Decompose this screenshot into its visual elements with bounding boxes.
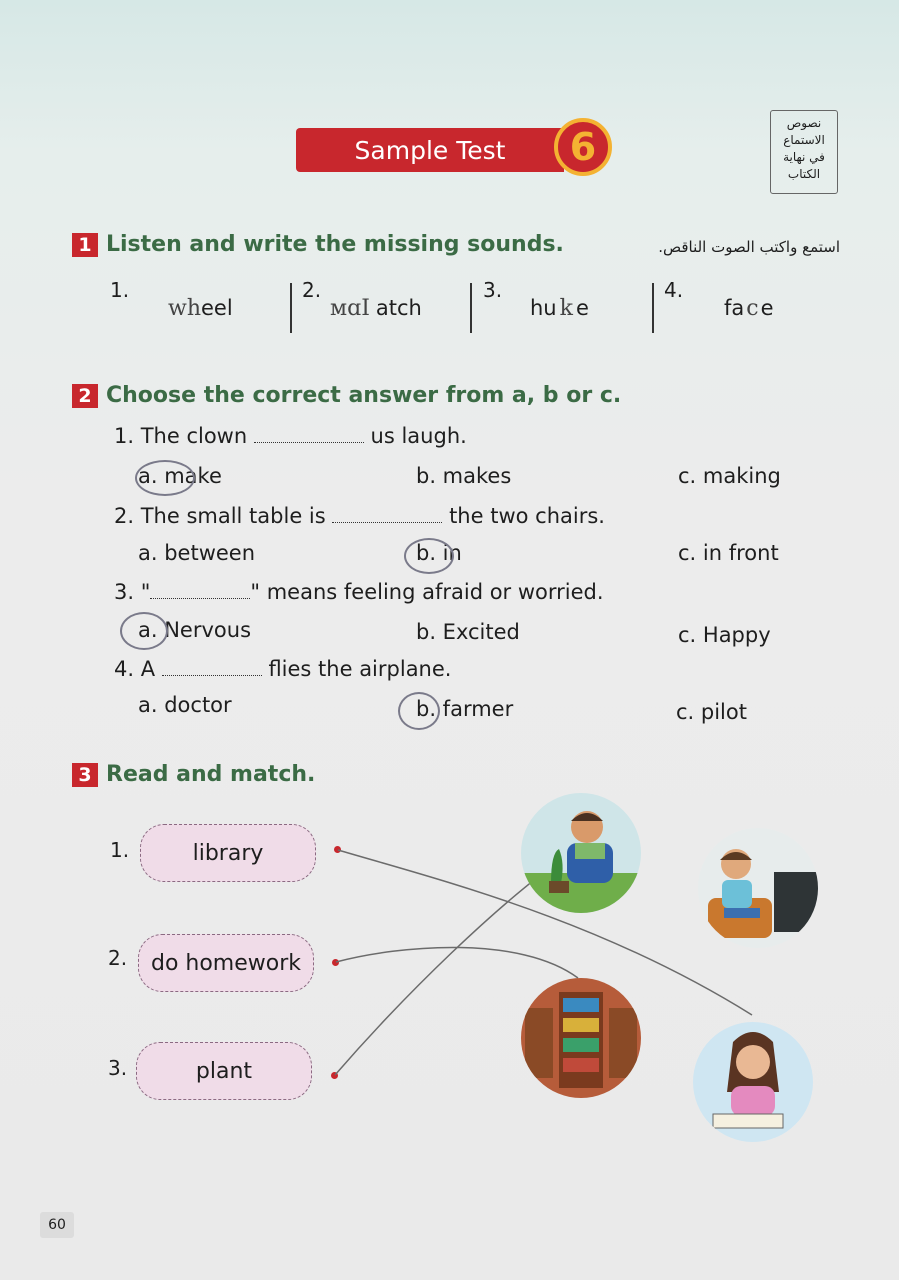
option-a: a. make <box>138 464 222 488</box>
handwritten-answer: ᴍɑI <box>330 296 370 321</box>
handwritten-answer: c <box>746 296 759 321</box>
option-a: a. Nervous <box>138 618 252 642</box>
match-word-label: plant <box>195 1058 253 1084</box>
question-text: the two chairs. <box>449 504 605 528</box>
word-suffix: atch <box>375 296 422 320</box>
question-text: " means feeling afraid or worried. <box>250 580 604 604</box>
section-title: Choose the correct answer from a, b or c. <box>106 383 622 408</box>
match-line <box>336 947 578 978</box>
word-suffix: e <box>575 296 589 320</box>
option-c: c. making <box>678 464 781 488</box>
option-a: a. between <box>138 541 256 565</box>
s1-item-number: 3. <box>483 278 503 302</box>
section-number: 3 <box>72 763 98 787</box>
bookshelf-icon <box>521 978 641 1098</box>
handwritten-answer: k <box>559 296 573 321</box>
arabic-note-line: نصوص <box>786 116 822 130</box>
handwritten-answer: wh <box>168 296 201 321</box>
option-b: b. farmer <box>416 697 514 721</box>
match-item-number: 2. <box>108 946 128 970</box>
arabic-note-line: في نهاية <box>783 150 825 164</box>
option-c: c. Happy <box>678 623 771 647</box>
option-c: c. pilot <box>676 700 747 724</box>
question-text: 3. " <box>114 580 151 604</box>
match-item-number: 3. <box>108 1056 128 1080</box>
match-item-number: 1. <box>110 838 130 862</box>
word-prefix: hu <box>530 296 557 320</box>
match-word-label: do homework <box>150 950 302 976</box>
boy-watching-tv-picture <box>698 828 818 948</box>
question-text: 1. The clown <box>114 424 248 448</box>
test-number: 6 <box>569 125 597 169</box>
arabic-note-line: الكتاب <box>787 167 821 181</box>
option-c: c. in front <box>678 541 779 565</box>
section-title: Listen and write the missing sounds. <box>106 232 564 257</box>
question-text: 2. The small table is <box>114 504 326 528</box>
option-b: b. makes <box>416 464 512 488</box>
s1-item-number: 1. <box>110 278 130 302</box>
section-title: Read and match. <box>106 762 316 787</box>
word-suffix: eel <box>201 296 233 320</box>
word-suffix: e <box>760 296 774 320</box>
boy-tv-icon <box>698 828 818 948</box>
farmer-icon <box>521 793 641 913</box>
arabic-note-line: الاستماع <box>783 133 825 147</box>
test-title: Sample Test <box>354 135 506 165</box>
section-number: 2 <box>72 384 98 408</box>
word-prefix: fa <box>724 296 745 320</box>
girl-homework-icon <box>693 1022 813 1142</box>
s1-item-number: 4. <box>664 278 684 302</box>
match-word-label: library <box>192 840 264 866</box>
library-picture <box>521 978 641 1098</box>
option-b: b. Excited <box>416 620 520 644</box>
question-text: flies the airplane. <box>268 657 452 681</box>
section-number: 1 <box>72 233 98 257</box>
section-1-arabic-instruction: استمع واكتب الصوت الناقص. <box>658 238 840 256</box>
farmer-planting-picture <box>521 793 641 913</box>
question-text: us laugh. <box>370 424 467 448</box>
s1-item-number: 2. <box>302 278 322 302</box>
page-number: 60 <box>40 1212 74 1238</box>
question-text: 4. A <box>114 657 156 681</box>
option-a: a. doctor <box>138 693 232 717</box>
girl-doing-homework-picture <box>693 1022 813 1142</box>
option-b: b. in <box>416 541 462 565</box>
